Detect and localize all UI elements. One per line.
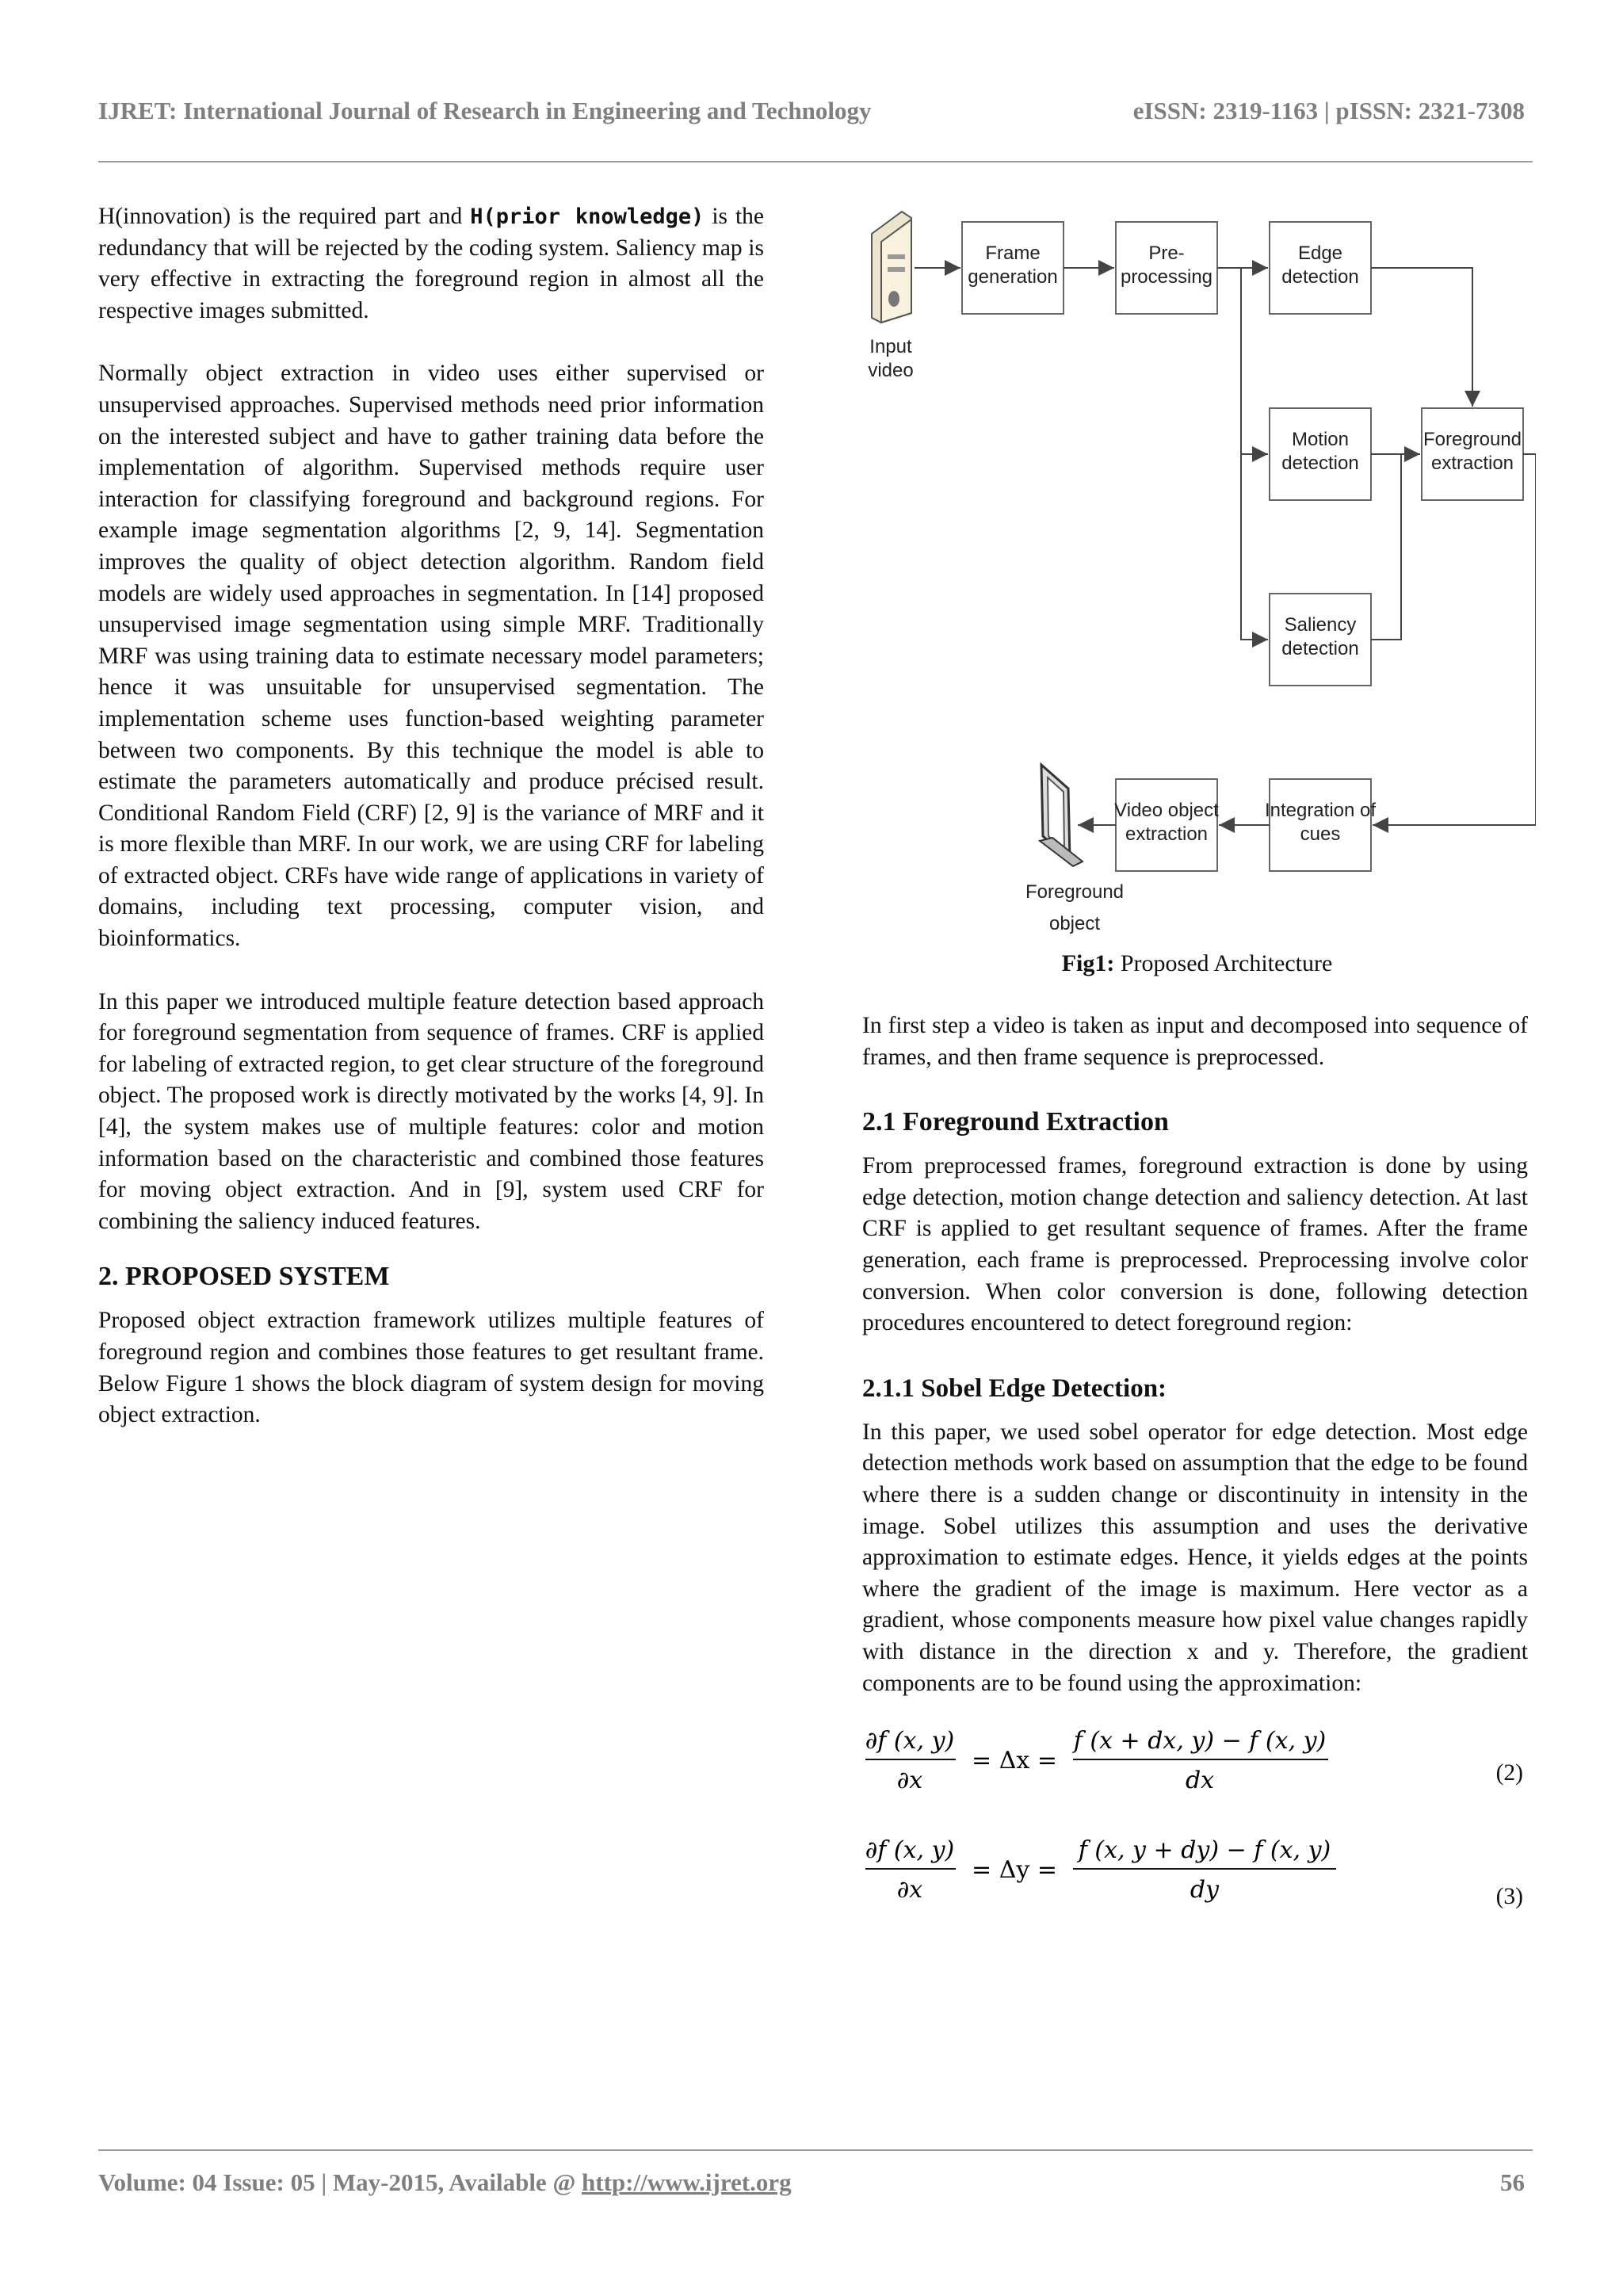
svg-text:f (x + dx, y) − f (x, y): f (x + dx, y) − f (x, y) <box>1073 1727 1327 1755</box>
page-header <box>98 97 1525 135</box>
paragraph: Proposed object extraction framework utilizes multiple features of foreground region and combines those features to get resultant frame. Below Figure 1 shows the block diagram of system design for moving object extraction. <box>98 1308 764 1428</box>
paragraph: H(innovation) is the required part and H(prior knowledge) is the redundancy that will be rejected by the coding system. Saliency map is very effective in extracting the foreground region in almost all the respective images submitted. <box>98 204 765 323</box>
svg-text:Video object: Video object <box>1114 800 1219 821</box>
preprocessing-box <box>1116 222 1217 314</box>
svg-text:Integration of: Integration of <box>1264 800 1377 821</box>
edge-detection-box <box>1270 222 1371 314</box>
volume-info: Volume: 04 Issue: 05 | May-2015, Available @ <box>98 2168 582 2196</box>
foreground-object-label: Foreground <box>1025 881 1125 903</box>
equation-number: (2) <box>1495 1760 1523 1786</box>
section-heading: 2.1 Foreground Extraction <box>862 1107 1169 1137</box>
input-label: video <box>868 360 914 381</box>
paragraph: In this paper, we used sobel operator for edge detection. Most edge detection methods work based on assumption that the edge to be found where there is a sudden change or discontinuity in intensity in the image. Sobel utilizes this assumption and uses the derivative approximation to estimate edges. Hence, it yields edges at the points where the gradient of the image is maximum. Here vector as a gradient, whose components measure how pixel value changes rapidly with distance in the direction x and y. Therefore, the gradient components are to be found using the approximation: <box>862 1419 1528 1696</box>
svg-text:f (x, y + dy) − f (x, y): f (x, y + dy) − f (x, y) <box>1078 1836 1331 1865</box>
svg-text:extraction: extraction <box>1430 453 1514 474</box>
equation-3 <box>862 1824 1528 1920</box>
svg-text:∂x: ∂x <box>896 1876 923 1904</box>
foreground-extraction-box <box>1422 408 1523 500</box>
motion-detection-box <box>1270 408 1371 500</box>
svg-text:= Δx =: = Δx = <box>972 1747 1057 1775</box>
foreground-object-label: object <box>1048 913 1101 934</box>
svg-text:detection: detection <box>1281 266 1359 288</box>
left-column <box>98 201 764 1463</box>
journal-title: IJRET: International Journal of Research in Engineering and Technology <box>98 97 872 124</box>
svg-text:Edge: Edge <box>1297 243 1343 264</box>
svg-text:Foreground: Foreground <box>1423 429 1522 450</box>
formula-inline: H(prior knowledge) <box>470 204 705 229</box>
section-heading: 2. PROPOSED SYSTEM <box>98 1262 390 1292</box>
integration-of-cues-box <box>1265 779 1376 871</box>
figure-caption: Fig1: Proposed Architecture <box>1061 950 1333 976</box>
svg-text:∂x: ∂x <box>896 1767 923 1795</box>
paragraph: In first step a video is taken as input and decomposed into sequence of frames, and then frame sequence is preprocessed. <box>862 1013 1528 1070</box>
monitor-icon <box>1040 765 1083 866</box>
page-number: 56 <box>1500 2168 1525 2196</box>
video-object-extraction-box <box>1114 779 1219 871</box>
right-column <box>862 1010 1528 1920</box>
svg-text:dy: dy <box>1190 1876 1220 1904</box>
svg-text:cues: cues <box>1300 823 1341 845</box>
svg-text:processing: processing <box>1120 266 1213 288</box>
svg-text:∂f (x, y): ∂f (x, y) <box>865 1727 955 1755</box>
equation-number: (3) <box>1495 1884 1523 1910</box>
architecture-diagram <box>862 202 1536 995</box>
header-rule <box>98 161 1533 162</box>
journal-link[interactable]: http://www.ijret.org <box>582 2168 792 2196</box>
page-footer <box>98 2168 1525 2197</box>
issn: eISSN: 2319-1163 | pISSN: 2321-7308 <box>1132 97 1525 124</box>
subsection-heading: 2.1.1 Sobel Edge Detection: <box>862 1373 1167 1403</box>
svg-text:generation: generation <box>968 266 1058 288</box>
svg-text:Pre-: Pre- <box>1148 243 1185 264</box>
svg-text:detection: detection <box>1281 638 1359 659</box>
svg-text:dx: dx <box>1185 1767 1215 1795</box>
svg-text:= Δy =: = Δy = <box>972 1856 1057 1885</box>
frame-generation-box <box>962 222 1064 314</box>
svg-text:∂f (x, y): ∂f (x, y) <box>865 1836 955 1865</box>
svg-text:Motion: Motion <box>1291 429 1350 450</box>
saliency-detection-box <box>1270 594 1371 686</box>
equation-2 <box>862 1715 1528 1810</box>
svg-text:extraction: extraction <box>1125 823 1209 845</box>
paragraph: From preprocessed frames, foreground extraction is done by using edge detection, motion change detection and saliency detection. At last CRF is applied to get resultant sequence of frames. After the frame generation, each frame is preprocessed. Preprocessing involve color conversion. When color conversion is done, following detection procedures encountered to detect foreground region: <box>862 1153 1528 1336</box>
paragraph: Normally object extraction in video uses either supervised or unsupervised approaches. Supervised methods need prior information on the interested subject and have to gather training data before the implementation of algorithm. Supervised methods require user interaction for classifying foreground and background regions. For example image segmentation algorithms [2, 9, 14]. Segmentation improves the quality of object detection algorithm. Random field models are widely used approaches in segmentation. In [14] proposed unsupervised image segmentation using simple MRF. Traditionally MRF was using training data to estimate necessary model parameters; hence it was unsuitable for unsupervised segmentation. The implementation scheme uses function-based weighting parameter between two components. By this technique the model is able to estimate the parameters automatically and produce précised result. Conditional Random Field (CRF) [2, 9] is the variance of MRF and it is more flexible than MRF. In our work, we are using CRF for labeling of extracted object. CRFs have wide range of applications in variety of domains, including text processing, computer vision, and bioinformatics. <box>98 361 764 952</box>
paragraph: In this paper we introduced multiple feature detection based approach for foreground segmentation from sequence of frames. CRF is applied for labeling of extracted region, to get clear structure of the foreground object. The proposed work is directly motivated by the works [4, 9]. In [4], the system makes use of multiple features: color and motion information based on the characteristic and combined those features for moving object extraction. And in [9], system used CRF for combining the saliency induced features. <box>98 988 764 1234</box>
svg-text:detection: detection <box>1281 453 1359 474</box>
footer-rule <box>98 2149 1533 2151</box>
svg-text:Frame: Frame <box>985 243 1041 264</box>
input-label: Input <box>869 336 912 357</box>
computer-tower-icon <box>872 212 911 323</box>
svg-text:Saliency: Saliency <box>1284 614 1357 636</box>
diagram-arrows <box>915 268 1536 825</box>
